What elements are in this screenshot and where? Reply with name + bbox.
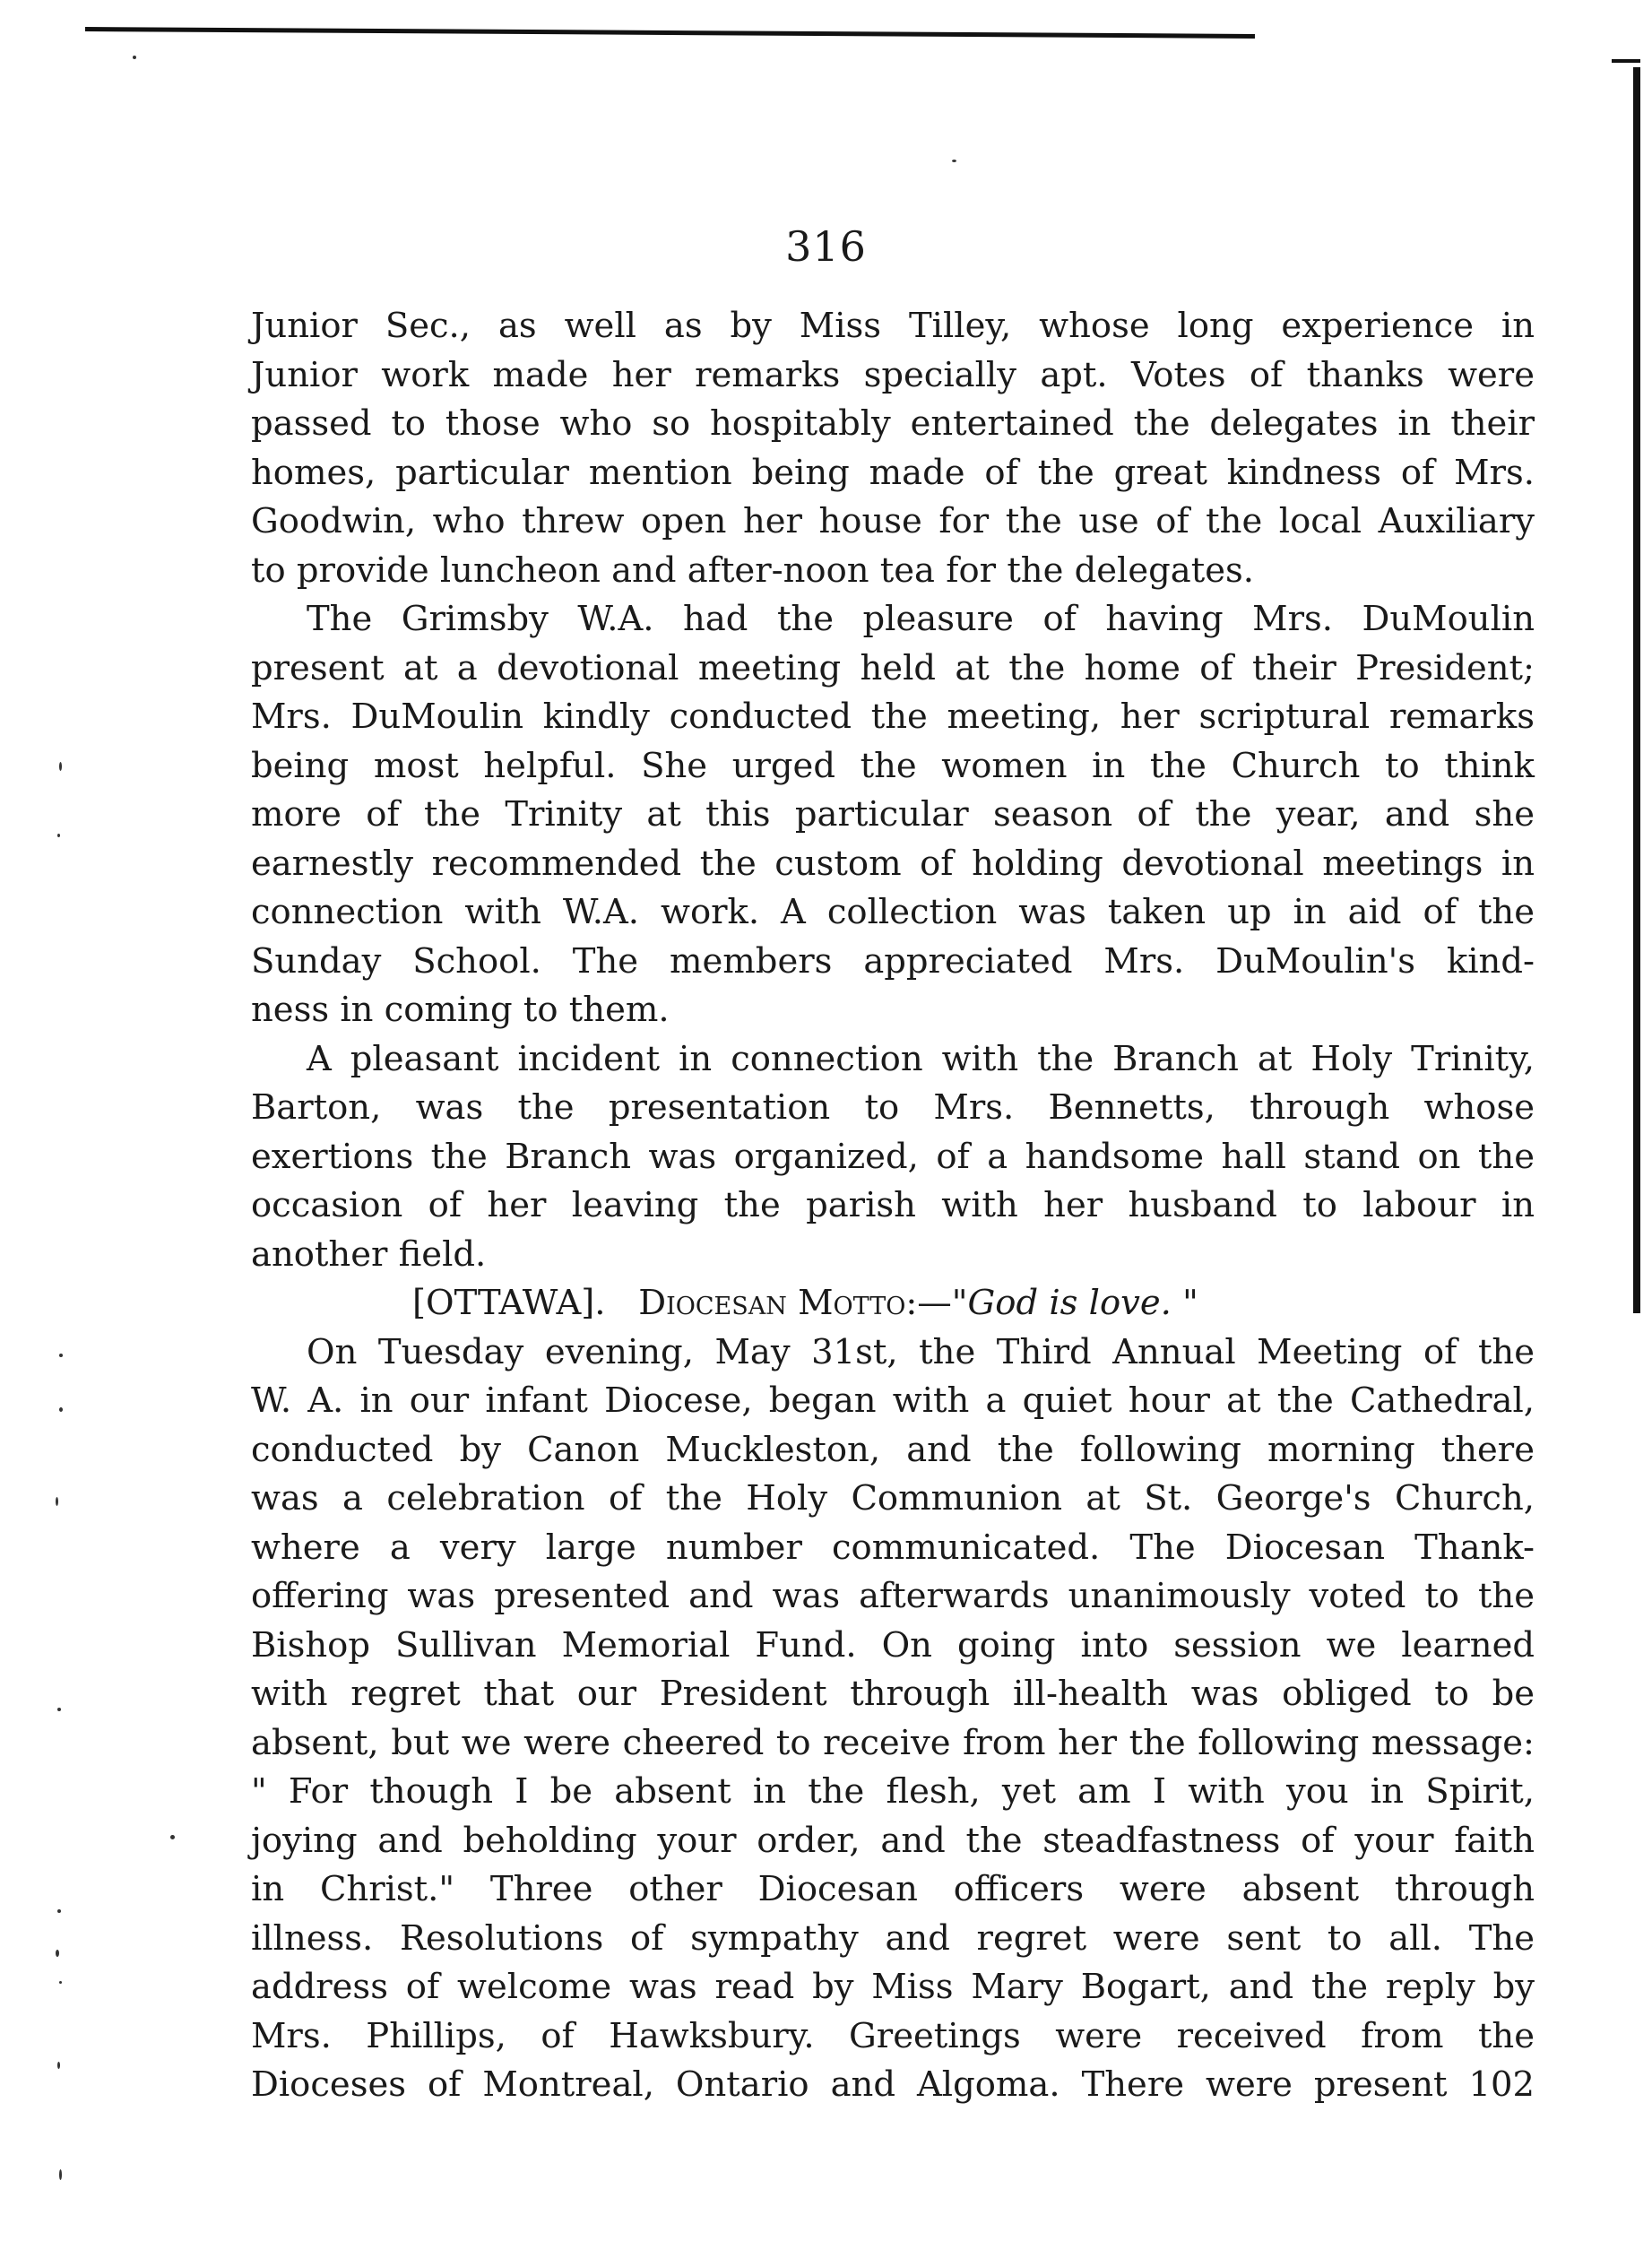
text-line: more of the Trinity at this particular season of the year, and she (251, 794, 1535, 835)
text-line: address of welcome was read by Miss Mary Bogart, and the reply by (251, 1967, 1535, 2007)
scan-speck (57, 834, 60, 837)
text-line: homes, particular mention being made of the great kindness of Mrs. (251, 452, 1535, 493)
text-line: passed to those who so hospitably entertained the delegates in their (251, 403, 1535, 444)
scan-speck (59, 762, 62, 771)
scan-speck (59, 1407, 63, 1412)
scan-speck (59, 2169, 62, 2180)
top-rule (85, 27, 1255, 39)
text-line: Barton, was the presentation to Mrs. Bennetts, through whose (251, 1087, 1535, 1128)
text-line: exertions the Branch was organized, of a handsome hall stand on the (251, 1136, 1535, 1177)
scan-speck (59, 1981, 62, 1984)
text-line: Junior Sec., as well as by Miss Tilley, whose long experience in (251, 306, 1535, 346)
text-line: offering was presented and was afterwards unanimously voted to the (251, 1576, 1535, 1616)
scan-speck (952, 160, 956, 162)
text-line: to provide luncheon and after-noon tea for the delegates. (251, 549, 1254, 591)
scan-speck (59, 1354, 63, 1357)
text-line: another field. (251, 1233, 487, 1275)
text-line: ness in coming to them. (251, 990, 670, 1030)
scan-speck (57, 2062, 60, 2069)
text-line: Sunday School. The members appreciated Mrs. DuMoulin's kind- (251, 940, 1535, 982)
scan-speck (57, 1909, 61, 1913)
text-line: conducted by Canon Muckleston, and the following morning there (251, 1429, 1535, 1470)
body-text (251, 302, 1535, 2110)
text-line: was a celebration of the Holy Communion at St. George's Church, (251, 1478, 1535, 1519)
text-line: Goodwin, who threw open her house for the use of the local Auxiliary (251, 501, 1535, 541)
text-line: joying and beholding your order, and the steadfastness of your faith (251, 1820, 1535, 1861)
scan-speck (57, 1708, 61, 1711)
page-number: 316 (785, 222, 867, 271)
text-line: present at a devotional meeting held at the home of their President; (251, 647, 1535, 688)
text-line: Junior work made her remarks specially apt. Votes of thanks were (251, 354, 1535, 395)
motto-label: Diocesan Motto:—" (638, 1283, 968, 1323)
text-line: absent, but we were cheered to receive from her the following message: (251, 1722, 1535, 1763)
section-heading (251, 1279, 1535, 1328)
text-line: connection with W.A. work. A collection was taken up in aid of the (251, 892, 1535, 932)
text-line: Mrs. DuMoulin kindly conducted the meeting, her scriptural remarks (251, 697, 1535, 737)
scan-speck (170, 1835, 175, 1839)
scan-speck (56, 1950, 59, 1957)
motto-text: God is love. (967, 1283, 1172, 1323)
text-line: in Christ." Three other Diocesan officers were absent through (251, 1869, 1535, 1909)
scan-speck (56, 1497, 58, 1506)
text-line: On Tuesday evening, May 31st, the Third Annual Meeting of the (307, 1331, 1535, 1372)
text-line: earnestly recommended the custom of holding devotional meetings in (251, 843, 1535, 884)
text-line: occasion of her leaving the parish with her husband to labour in (251, 1185, 1535, 1225)
text-line: Bishop Sullivan Memorial Fund. On going into session we learned (251, 1624, 1535, 1666)
motto-close: " (1182, 1283, 1198, 1323)
text-line: The Grimsby W.A. had the pleasure of having Mrs. DuMoulin (307, 599, 1535, 639)
text-line: A pleasant incident in connection with the Branch at Holy Trinity, (307, 1038, 1535, 1079)
text-line: Mrs. Phillips, of Hawksbury. Greetings were received from the (251, 2015, 1535, 2056)
text-line: Dioceses of Montreal, Ontario and Algoma. There were present 102 (251, 2064, 1535, 2105)
text-line: where a very large number communicated. The Diocesan Thank- (251, 1527, 1535, 1568)
diocese-name: [OTTAWA]. (412, 1283, 606, 1323)
text-line: being most helpful. She urged the women in the Church to think (251, 745, 1535, 786)
text-line: with regret that our President through ill-health was obliged to be (251, 1674, 1535, 1714)
right-edge-tick (1612, 59, 1640, 63)
scan-speck (133, 56, 136, 59)
text-line: illness. Resolutions of sympathy and regret were sent to all. The (251, 1917, 1535, 1959)
text-line: " For though I be absent in the flesh, yet am I with you in Spirit, (251, 1771, 1535, 1812)
text-line: W. A. in our infant Diocese, began with a quiet hour at the Cathedral, (251, 1380, 1535, 1421)
